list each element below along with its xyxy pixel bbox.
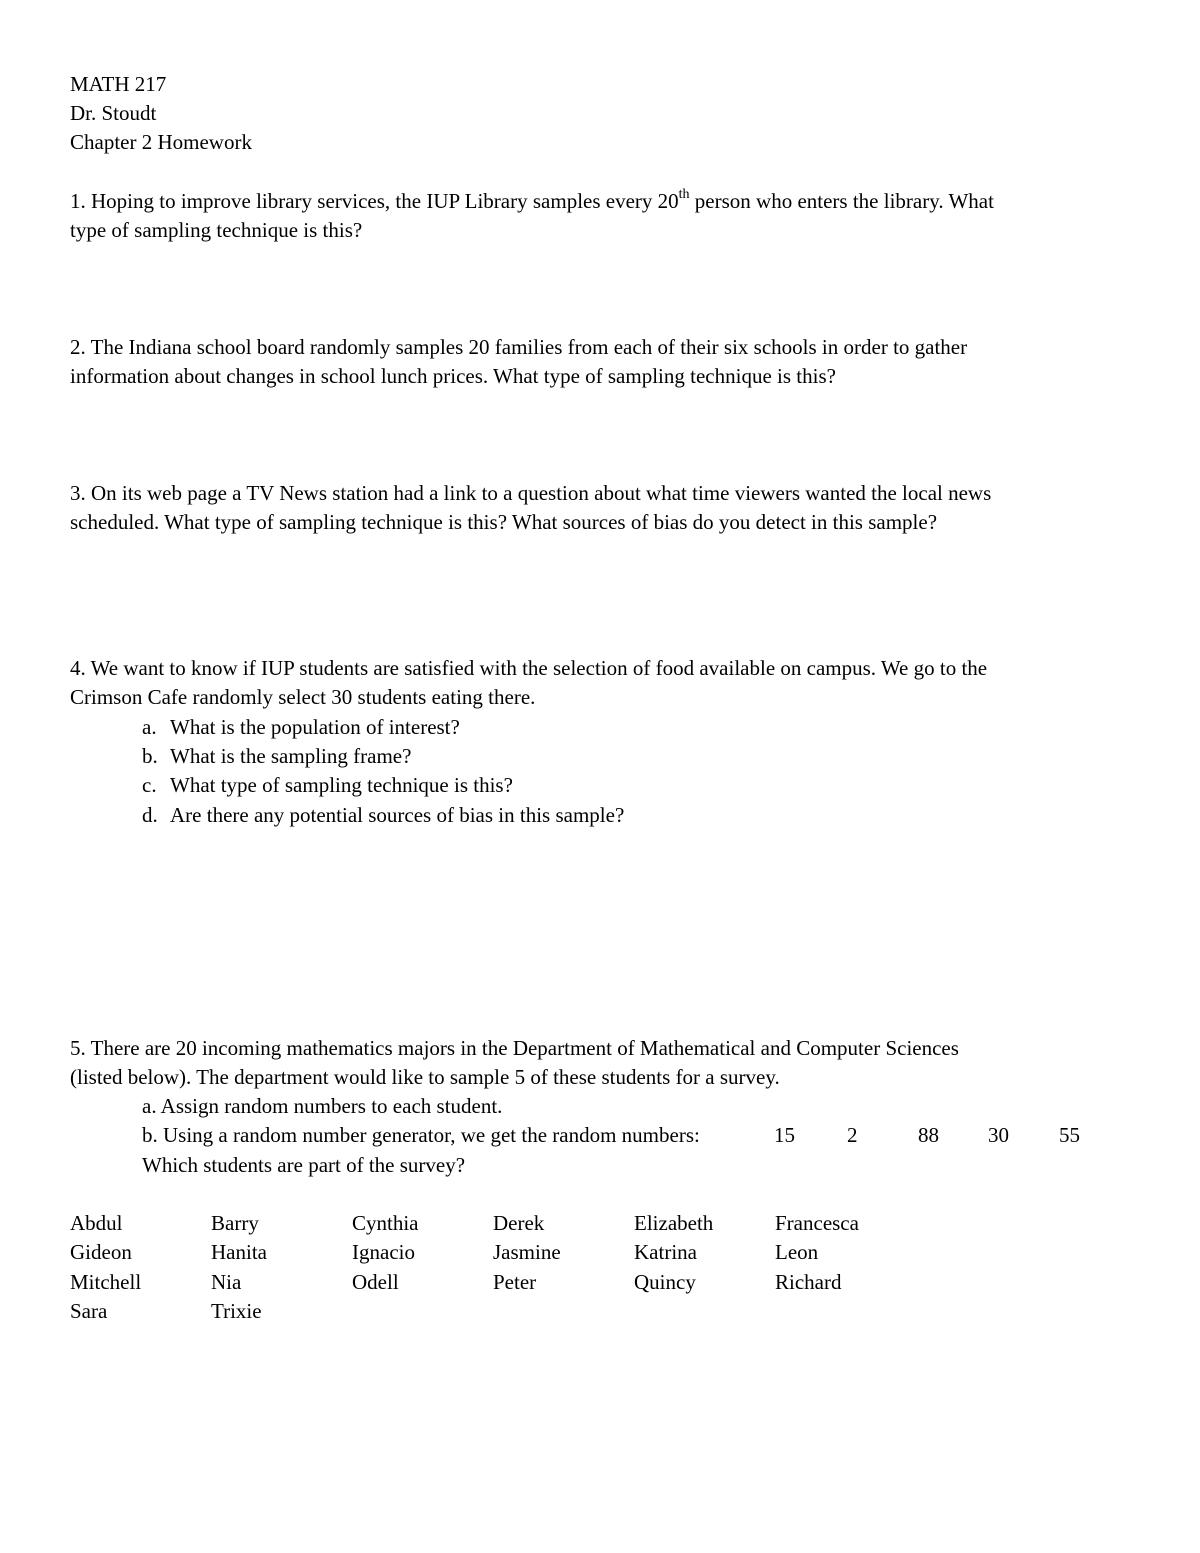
question-4-part-d-letter: d. (142, 803, 158, 827)
student-name: Abdul (70, 1211, 123, 1235)
student-name: Katrina (634, 1240, 697, 1264)
student-name: Gideon (70, 1240, 132, 1264)
question-5-part-b: b. Using a random number generator, we get the random numbers: (142, 1123, 700, 1147)
student-row (0, 1268, 1200, 1297)
random-number: 15 (774, 1123, 795, 1147)
student-name: Barry (211, 1211, 259, 1235)
student-name: Mitchell (70, 1270, 142, 1294)
question-4-part-b-letter: b. (142, 744, 158, 768)
student-name: Nia (211, 1270, 242, 1294)
question-4-part-a-letter: a. (142, 715, 157, 739)
question-2-line-1: 2. The Indiana school board randomly samples 20 families from each of their six schools in order to gather (70, 335, 968, 359)
student-name: Francesca (775, 1211, 859, 1235)
question-4-part-d (142, 801, 624, 830)
question-3-line-2: scheduled. What type of sampling technique is this? What sources of bias do you detect in this sample? (70, 510, 938, 534)
student-row (0, 1238, 1200, 1267)
question-4-part-a (142, 713, 460, 742)
student-name: Ignacio (352, 1240, 415, 1264)
student-name: Derek (493, 1211, 545, 1235)
student-name: Sara (70, 1299, 108, 1323)
question-4-line-2: Crimson Cafe randomly select 30 students eating there. (70, 685, 536, 709)
student-row (0, 1297, 1200, 1326)
question-4-part-a-text: What is the population of interest? (170, 715, 460, 739)
student-row (0, 1209, 1200, 1238)
student-name: Trixie (211, 1299, 262, 1323)
student-name: Jasmine (493, 1240, 561, 1264)
question-5-line-2: (listed below). The department would like to sample 5 of these students for a survey. (70, 1065, 780, 1089)
question-4-part-c (142, 771, 513, 800)
random-number: 55 (1059, 1123, 1080, 1147)
question-4-line-1: 4. We want to know if IUP students are satisfied with the selection of food available on campus. We go to the (70, 656, 988, 680)
question-4-part-d-text: Are there any potential sources of bias in this sample? (170, 803, 625, 827)
question-1-superscript: th (678, 187, 690, 202)
student-name: Quincy (634, 1270, 696, 1294)
student-name: Cynthia (352, 1211, 419, 1235)
student-name: Peter (493, 1270, 537, 1294)
question-3-line-1: 3. On its web page a TV News station had a link to a question about what time viewers wanted the local news (70, 481, 992, 505)
course-title: MATH 217 (70, 72, 167, 96)
instructor-name: Dr. Stoudt (70, 101, 157, 125)
question-1-line-2: type of sampling technique is this? (70, 218, 363, 242)
question-5-part-b-question: Which students are part of the survey? (142, 1153, 466, 1177)
random-number: 88 (918, 1123, 939, 1147)
student-name: Richard (775, 1270, 842, 1294)
student-name: Elizabeth (634, 1211, 714, 1235)
student-name: Odell (352, 1270, 399, 1294)
question-4-part-b-text: What is the sampling frame? (170, 744, 412, 768)
question-5-line-1: 5. There are 20 incoming mathematics majors in the Department of Mathematical and Computer Sciences (70, 1036, 959, 1060)
question-4-part-b (142, 742, 411, 771)
random-number: 2 (847, 1123, 858, 1147)
question-4-part-c-letter: c. (142, 773, 157, 797)
student-name: Leon (775, 1240, 819, 1264)
assignment-title: Chapter 2 Homework (70, 130, 252, 154)
question-1-text-post: person who enters the library. What (689, 189, 994, 213)
random-number: 30 (988, 1123, 1009, 1147)
question-1-line-1 (70, 187, 994, 216)
question-5-part-a: a. Assign random numbers to each student. (142, 1094, 503, 1118)
question-4-part-c-text: What type of sampling technique is this? (170, 773, 513, 797)
question-2-line-2: information about changes in school lunch prices. What type of sampling technique is this? (70, 364, 836, 388)
student-name: Hanita (211, 1240, 267, 1264)
question-1-text-pre: 1. Hoping to improve library services, the IUP Library samples every 20 (70, 189, 679, 213)
